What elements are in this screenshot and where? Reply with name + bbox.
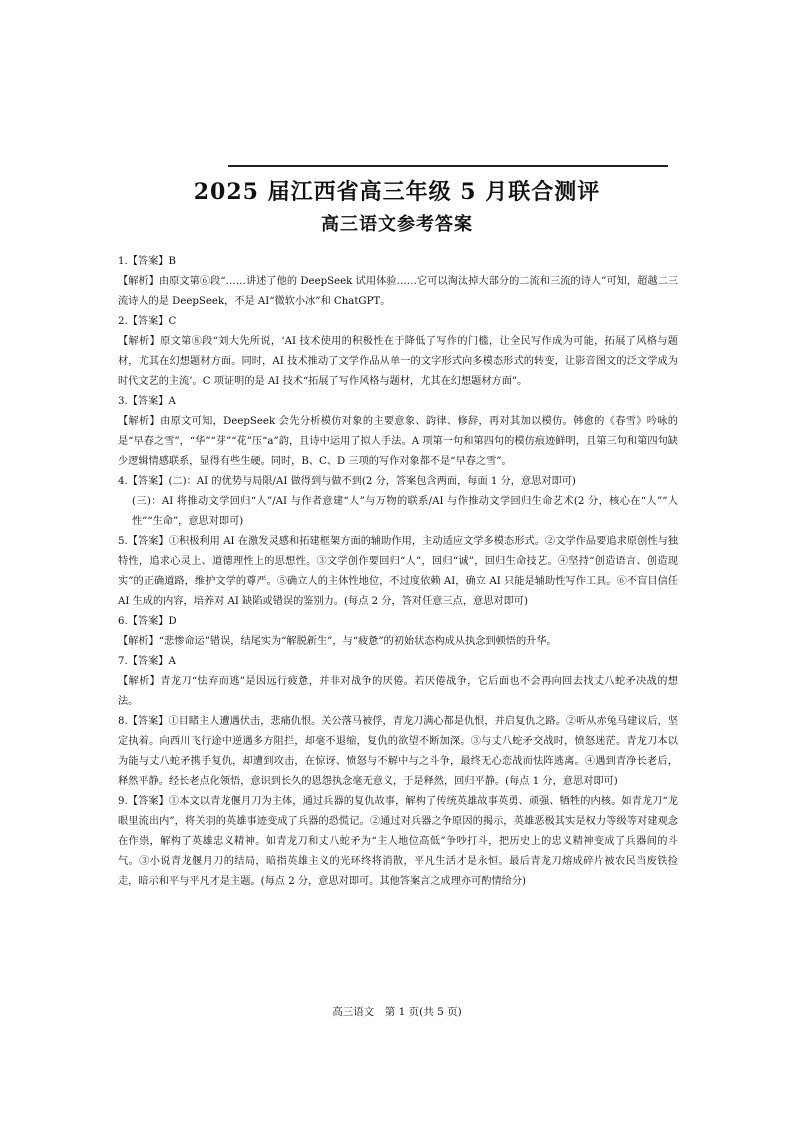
answer-item-3 bbox=[118, 392, 678, 472]
analysis-text: 【解析】“悲惨命运”错误，结尾实为“解脱新生”，与“疲惫”的初始状态构成从执念到顿悟的升华。 bbox=[118, 636, 557, 647]
answer-line: 7.【答案】A bbox=[118, 656, 176, 667]
analysis-text: 【解析】由原文第⑥段“……讲述了他的 DeepSeek 试用体验……它可以淘汰掉大部分的二流和三流的诗人”可知，超越二三流诗人的是 DeepSeek，不是 AI“微软小冰”和 ChatGPT。 bbox=[118, 276, 678, 307]
answer-line: 9.【答案】①本文以青龙偃月刀为主体，通过兵器的复仇故事，解构了传统英雄故事英勇、顽强、牺牲的内核。如青龙刀“龙眼里流出内”，将关羽的英雄事迹变成了兵器的恐慌记。②通过对兵器之争原因的揭示，英雄恶极其实是权力等级等对建观念在作祟，解构了英雄忠义精神。如青龙刀和丈八蛇矛为“主人地位高低”争吵打斗，把历史上的忠义精神变成了兵器间的斗气。③小说青龙偃月刀的结局，暗指英雄主义的光环终将消散，平凡生活才是永恒。最后青龙刀熔成碎片被农民当废铁捡走，暗示和平与平凡才是主题。(每点 2 分，意思对即可。其他答案言之成理亦可酌情给分) bbox=[118, 796, 678, 887]
answer-item-7 bbox=[118, 652, 678, 712]
answer-item-2 bbox=[118, 312, 678, 392]
answer-line: 3.【答案】A bbox=[118, 396, 176, 407]
answer-line: 6.【答案】D bbox=[118, 616, 177, 627]
answer-item-1 bbox=[118, 252, 678, 312]
answer-item-9 bbox=[118, 792, 678, 892]
page-footer: 高三语文 第 1 页(共 5 页) bbox=[332, 1006, 462, 1018]
page-subtitle: 高三语文参考答案 bbox=[321, 214, 473, 235]
answer-item-4 bbox=[118, 472, 678, 532]
analysis-text: 【解析】原文第⑧段“刘大先所说，‘AI 技术使用的积极性在于降低了写作的门槛，让全民写作成为可能，拓展了风格与题材，尤其在幻想题材方面。同时，AI 技术推动了文学作品从单一的文字形式向多模态形式的转变，让影音图文的泛文学成为时代文艺的主流’。C 项证明的是 AI 技术“拓展了写作风格与题材，尤其在幻想题材方面”。 bbox=[118, 336, 678, 387]
answer-line: 1.【答案】B bbox=[118, 256, 176, 267]
analysis-text: 【解析】由原文可知，DeepSeek 会先分析模仿对象的主要意象、韵律、修辞，再对其加以模仿。韩愈的《春雪》吟咏的是“早春之雪”，“华”“芽”“花”压“a”韵，且诗中运用了拟人手法。A 项第一句和第四句的模仿痕迹鲜明，且第三句和第四句缺少逻辑情感联系，显得有些生硬。同时，B、C、D 三项的写作对象都不是“早春之雪”。 bbox=[118, 416, 678, 467]
page-title: 2025 届江西省高三年级 5 月联合测评 bbox=[193, 179, 601, 205]
answer-item-8 bbox=[118, 712, 678, 792]
analysis-text: 【解析】青龙刀“怯弃而逃”是因远行疲惫，并非对战争的厌倦。若厌倦战争，它后面也不会再向回去找丈八蛇矛决战的想法。 bbox=[118, 676, 678, 707]
answer-item-6 bbox=[118, 612, 678, 652]
answer-item-5 bbox=[118, 532, 678, 612]
answer-line: 2.【答案】C bbox=[118, 316, 177, 327]
answer-line: 4.【答案】(二)：AI 的优势与局限/AI 做得到与做不到(2 分，答案包含两面，每面 1 分，意思对即可) bbox=[118, 476, 576, 487]
analysis-text: (三)：AI 将推动文学回归“人”/AI 与作者意建“人”与万物的联系/AI 与作推动文学回归生命艺术(2 分，核心在“人”“人性”“生命”，意思对即可) bbox=[132, 496, 678, 527]
answer-line: 8.【答案】①目睹主人遭遇伏击，悲痛仇恨。关公落马被俘，青龙刀满心都是仇恨，并启复仇之路。②听从赤兔马建议后，坚定执着。向西川飞行途中逆遇多方阻拦，却毫不退缩，复仇的欲望不断加深。③与丈八蛇矛交战时，愤怒迷茫。青龙刀本以为能与丈八蛇矛携手复仇，却遭到攻击，在惊讶、愤怒与不解中与之斗争，最终无心恋战而怯阵逃离。④遇到青净长老后，释然平静。经长老点化领悟，意识到长久的恩怨执念毫无意义，于是释然，回归平静。(每点 1 分，意思对即可) bbox=[118, 716, 678, 787]
answer-line: 5.【答案】①积极利用 AI 在激发灵感和拓建框架方面的辅助作用，主动适应文学多模态形式。②文学作品要追求原创性与独特性，追求心灵上、道德理性上的思想性。③文学创作要回归“人”，回归“诚”，回归生命技艺。④坚持“创造语言、创造现实”的正确道路，维护文学的尊严。⑤确立人的主体性地位，不过度依赖 AI，确立 AI 只能是辅助性写作工具。⑥不盲目信任 AI 生成的内容，培养对 AI 缺陷或错误的鉴别力。(每点 2 分，答对任意三点，意思对即可) bbox=[118, 536, 678, 607]
header-rule bbox=[228, 165, 668, 167]
answer-list bbox=[118, 252, 678, 892]
